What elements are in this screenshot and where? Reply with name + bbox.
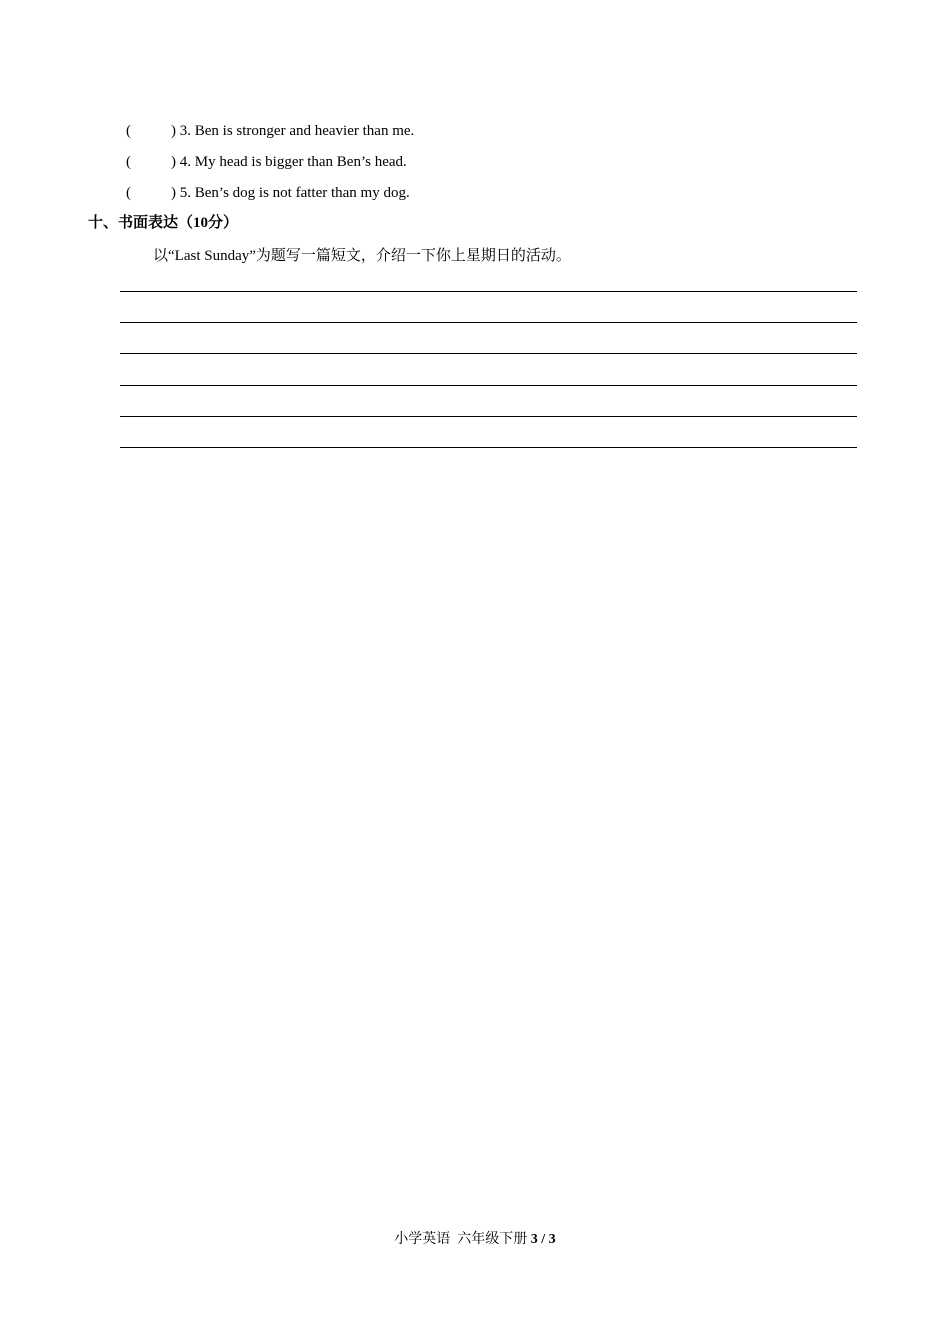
writing-line xyxy=(120,416,857,417)
tf-item-5 xyxy=(126,183,410,203)
answer-blank-close: ) xyxy=(171,185,176,201)
section-title: 十、书面表达（10分） xyxy=(88,215,239,231)
answer-blank-open: ( xyxy=(126,185,131,201)
tf-item-4 xyxy=(126,152,407,172)
answer-blank-open: ( xyxy=(126,154,131,170)
page-footer xyxy=(0,1230,950,1250)
writing-line xyxy=(120,447,857,448)
page-number: 3 / 3 xyxy=(530,1232,556,1247)
answer-blank-close: ) xyxy=(171,123,176,139)
writing-instruction: 以“Last Sunday”为题写一篇短文，介绍一下你上星期日的活动。 xyxy=(153,248,571,264)
writing-line xyxy=(120,322,857,323)
tf-item-text: 5. Ben’s dog is not fatter than my dog. xyxy=(179,185,410,201)
footer-label: 小学英语 六年级下册 xyxy=(394,1232,528,1247)
tf-item-text: 4. My head is bigger than Ben’s head. xyxy=(179,154,407,170)
tf-item-3 xyxy=(126,121,414,141)
writing-line xyxy=(120,291,857,292)
answer-blank-close: ) xyxy=(171,154,176,170)
tf-item-text: 3. Ben is stronger and heavier than me. xyxy=(179,123,415,139)
writing-line xyxy=(120,385,857,386)
answer-blank-open: ( xyxy=(126,123,131,139)
writing-line xyxy=(120,353,857,354)
